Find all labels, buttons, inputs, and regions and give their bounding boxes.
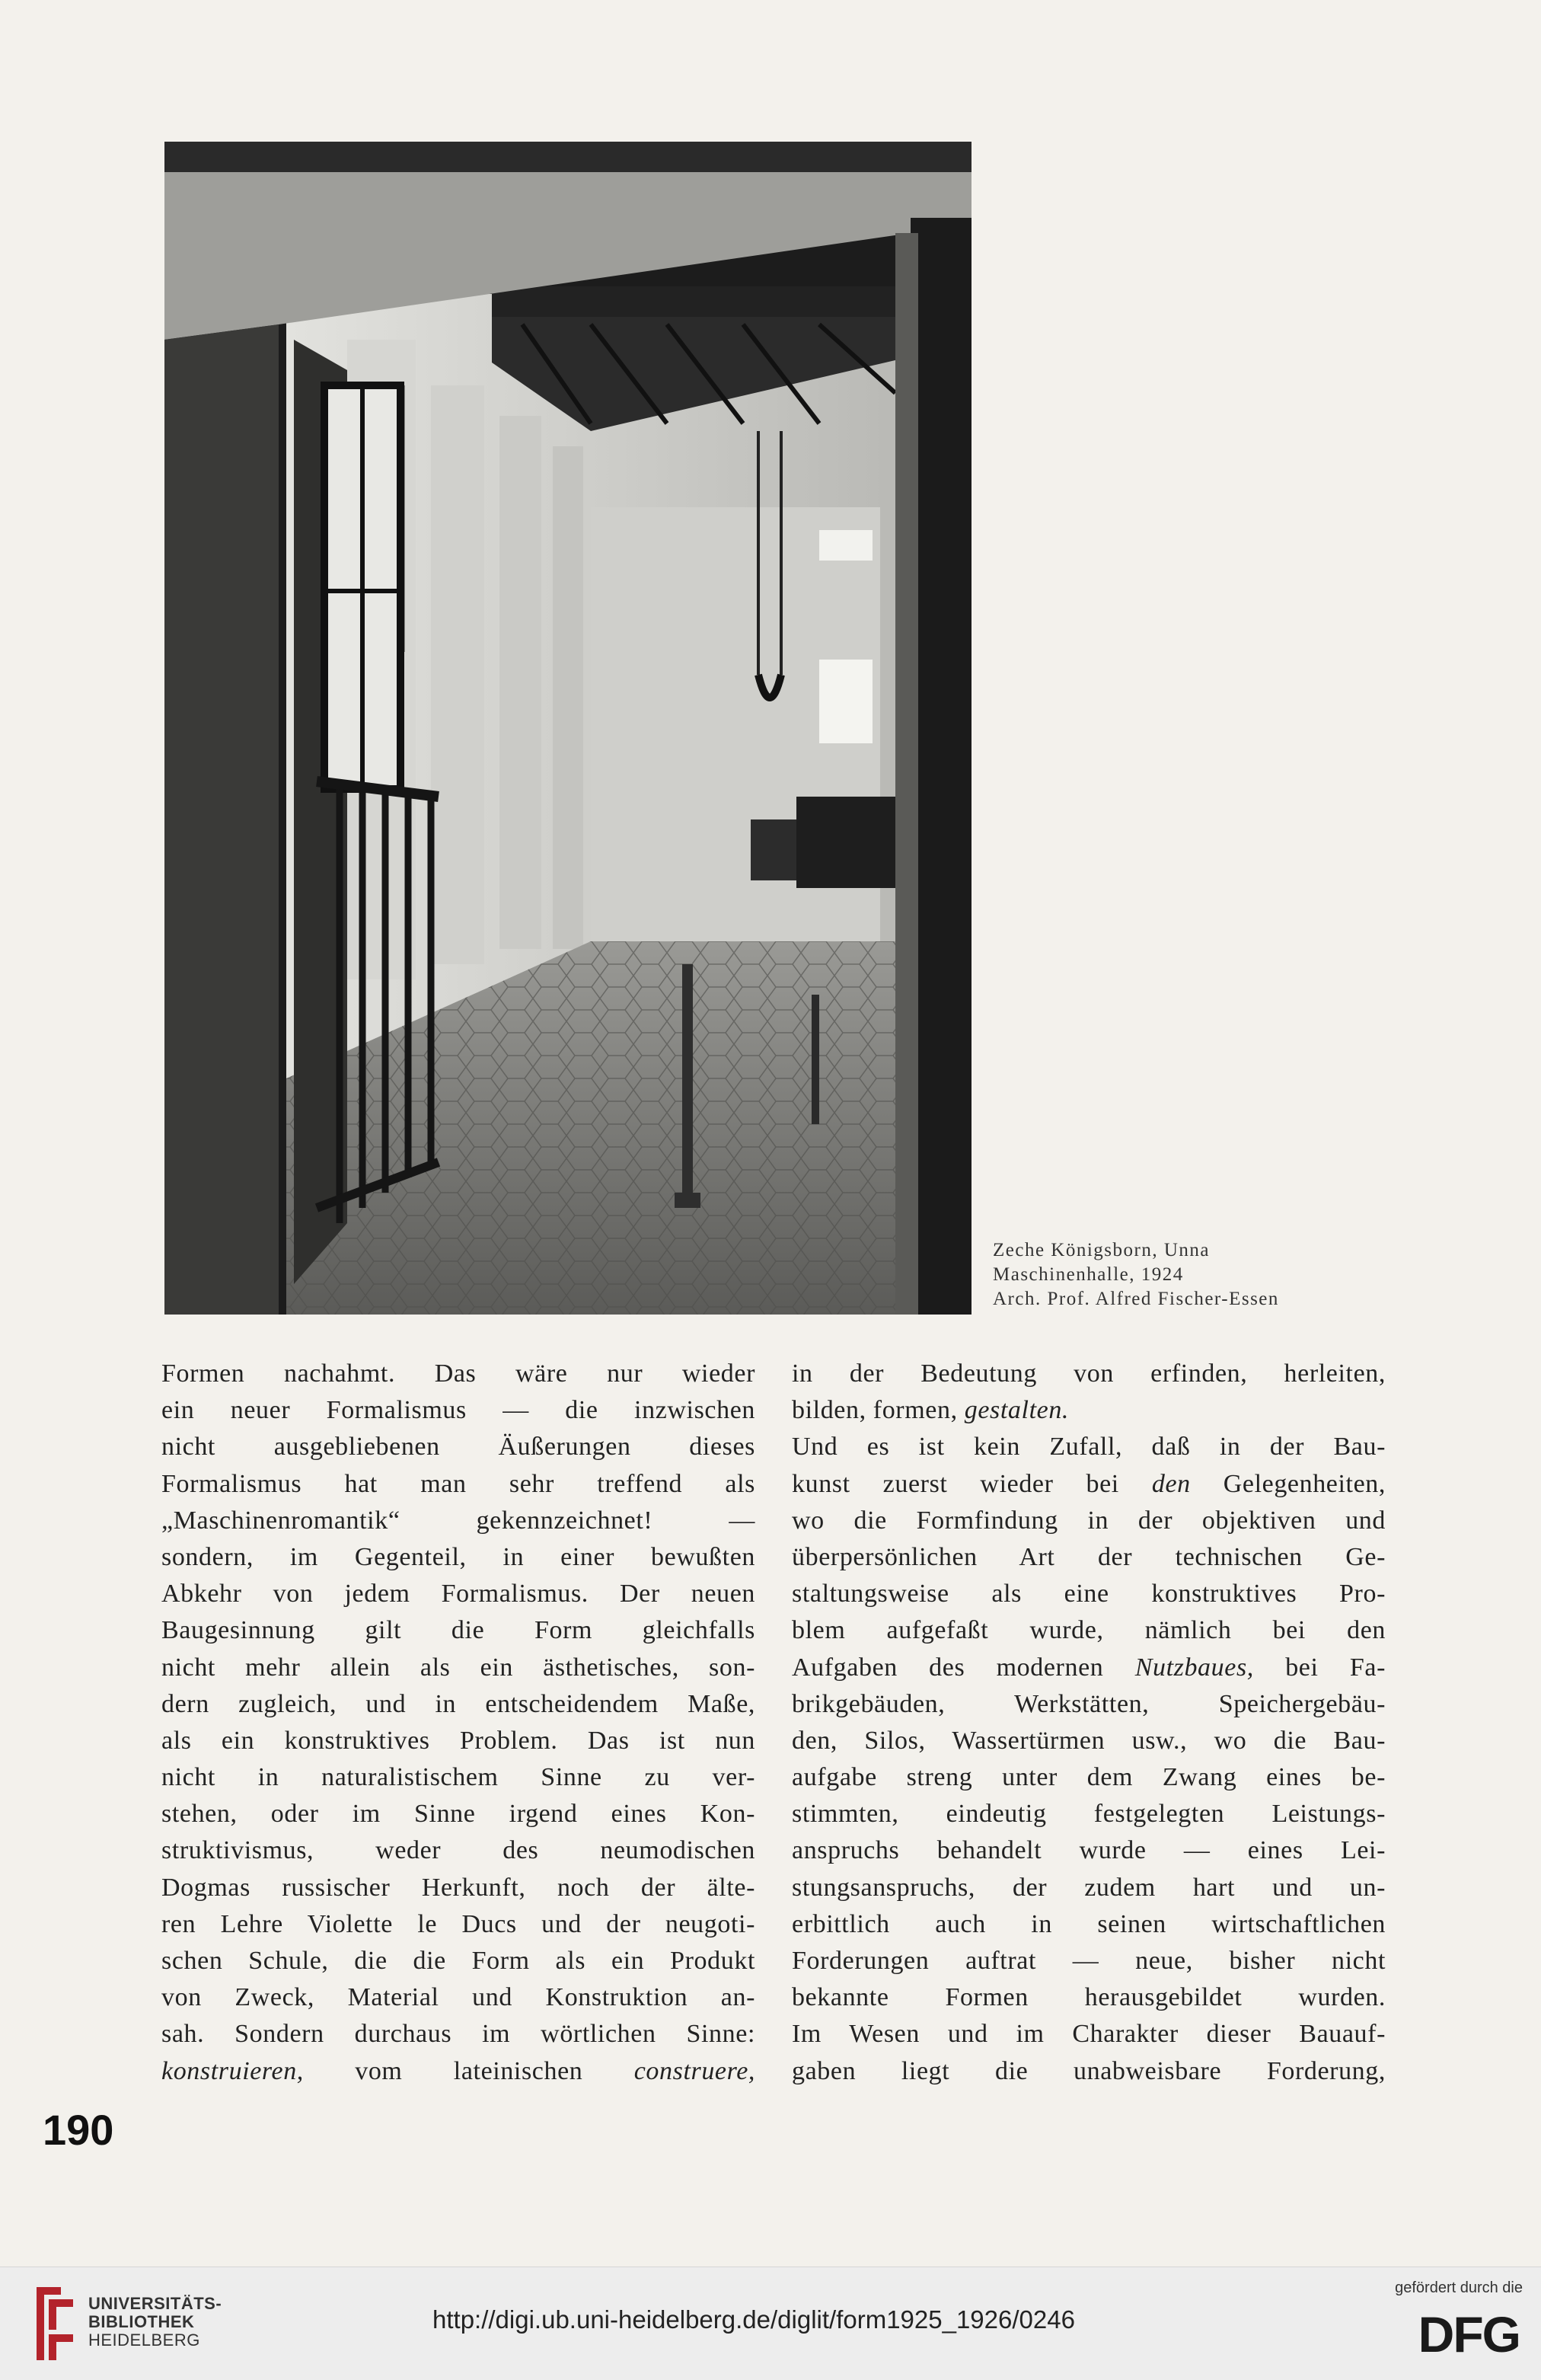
library-name-line-2: BIBLIOTHEK	[88, 2312, 195, 2331]
library-name-line-3: HEIDELBERG	[88, 2330, 200, 2350]
funder-logo: DFG	[1418, 2306, 1520, 2362]
photo-illustration	[164, 142, 972, 1315]
text-line: Formalismus hat man sehr treffend als	[161, 1469, 755, 1498]
text-line	[792, 1650, 1386, 1686]
italic-term: construere,	[633, 2056, 755, 2085]
text-line: ein neuer Formalismus — die inzwischen	[161, 1396, 755, 1425]
text-line	[792, 1392, 1386, 1429]
text-line: nicht mehr allein als ein ästhetisches, son-	[161, 1653, 755, 1682]
text-fragment: bilden, formen,	[792, 1396, 965, 1425]
text-line: gaben liegt die unabweisbare Forderung,	[792, 2056, 1386, 2085]
text-line: aufgabe streng unter dem Zwang eines be-	[792, 1763, 1386, 1792]
text-line: sondern, im Gegenteil, in einer bewußten	[161, 1542, 755, 1571]
text-line: Abkehr von jedem Formalismus. Der neuen	[161, 1580, 755, 1608]
text-line: anspruchs behandelt wurde — eines Lei-	[792, 1836, 1386, 1865]
italic-term: den	[1151, 1469, 1191, 1498]
italic-term: konstruieren,	[161, 2056, 304, 2085]
text-line: wo die Formfindung in der objektiven und	[792, 1506, 1386, 1535]
library-name-line-1: UNIVERSITÄTS-	[88, 2294, 222, 2313]
text-line: struktivismus, weder des neumodischen	[161, 1836, 755, 1865]
text-line: Formen nachahmt. Das wäre nur wieder	[161, 1359, 755, 1388]
text-line: blem aufgefaßt wurde, nämlich bei den	[792, 1616, 1386, 1645]
text-line: Und es ist kein Zufall, daß in der Bau-	[792, 1433, 1386, 1462]
text-line: schen Schule, die die Form als ein Produkt	[161, 1947, 755, 1975]
text-line: von Zweck, Material und Konstruktion an-	[161, 1983, 755, 2012]
text-line: „Maschinenromantik“ gekennzeichnet! —	[161, 1506, 755, 1535]
digitization-footer	[0, 2267, 1541, 2380]
text-line: staltungsweise als eine konstruktives Pro-	[792, 1580, 1386, 1608]
italic-term: Nutzbaues,	[1134, 1653, 1254, 1682]
caption-line-1: Zeche Königsborn, Unna	[993, 1240, 1211, 1260]
text-fragment: bei Fa-	[1253, 1653, 1386, 1682]
text-line: Baugesinnung gilt die Form gleichfalls	[161, 1616, 755, 1645]
permalink-url[interactable]: http://digi.ub.uni-heidelberg.de/diglit/form1925_1926/0246	[432, 2305, 1075, 2334]
left-text-column	[161, 1356, 755, 2090]
italic-term: gestalten.	[964, 1396, 1070, 1425]
library-name	[88, 2295, 222, 2350]
text-line: nicht in naturalistischem Sinne zu ver-	[161, 1763, 755, 1792]
funder-note: gefördert durch die	[1395, 2279, 1523, 2296]
text-line: ren Lehre Violette le Ducs und der neugoti-	[161, 1909, 755, 1938]
text-line: dern zugleich, und in entscheidendem Maße,	[161, 1689, 755, 1718]
text-line	[792, 1466, 1386, 1503]
text-line: Dogmas russischer Herkunft, noch der älte-	[161, 1873, 755, 1902]
text-line: überpersönlichen Art der technischen Ge-	[792, 1542, 1386, 1571]
text-line: stimmten, eindeutig festgelegten Leistungs-	[792, 1800, 1386, 1829]
caption-line-2: Maschinenhalle, 1924	[993, 1264, 1184, 1285]
right-text-column	[792, 1356, 1386, 2090]
library-logo-icon	[30, 2284, 78, 2363]
photo-caption	[993, 1238, 1343, 1311]
caption-line-3: Arch. Prof. Alfred Fischer-Essen	[993, 1289, 1279, 1309]
page-number: 190	[43, 2106, 114, 2154]
text-line: als ein konstruktives Problem. Das ist nun	[161, 1726, 755, 1755]
text-fragment: vom lateinischen	[303, 2056, 634, 2085]
text-line: erbittlich auch in seinen wirtschaftlichen	[792, 1909, 1386, 1938]
text-line: stehen, oder im Sinne irgend eines Kon-	[161, 1800, 755, 1829]
text-line: den, Silos, Wassertürmen usw., wo die Bau-	[792, 1726, 1386, 1755]
text-fragment: kunst zuerst wieder bei	[792, 1469, 1152, 1498]
text-line: bekannte Formen herausgebildet wurden.	[792, 1983, 1386, 2012]
text-line: Forderungen auftrat — neue, bisher nicht	[792, 1947, 1386, 1975]
text-line: stungsanspruchs, der zudem hart und un-	[792, 1873, 1386, 1902]
text-fragment: Gelegenheiten,	[1190, 1469, 1386, 1498]
text-line: in der Bedeutung von erfinden, herleiten,	[792, 1359, 1386, 1388]
machine-hall-photo	[164, 142, 972, 1315]
text-line: nicht ausgebliebenen Äußerungen dieses	[161, 1433, 755, 1462]
text-line	[161, 2053, 755, 2090]
text-fragment: Aufgaben des modernen	[792, 1653, 1135, 1682]
text-line: Im Wesen und im Charakter dieser Bauauf-	[792, 2020, 1386, 2049]
text-line: brikgebäuden, Werkstätten, Speichergebäu-	[792, 1689, 1386, 1718]
text-line: sah. Sondern durchaus im wörtlichen Sinne:	[161, 2020, 755, 2049]
